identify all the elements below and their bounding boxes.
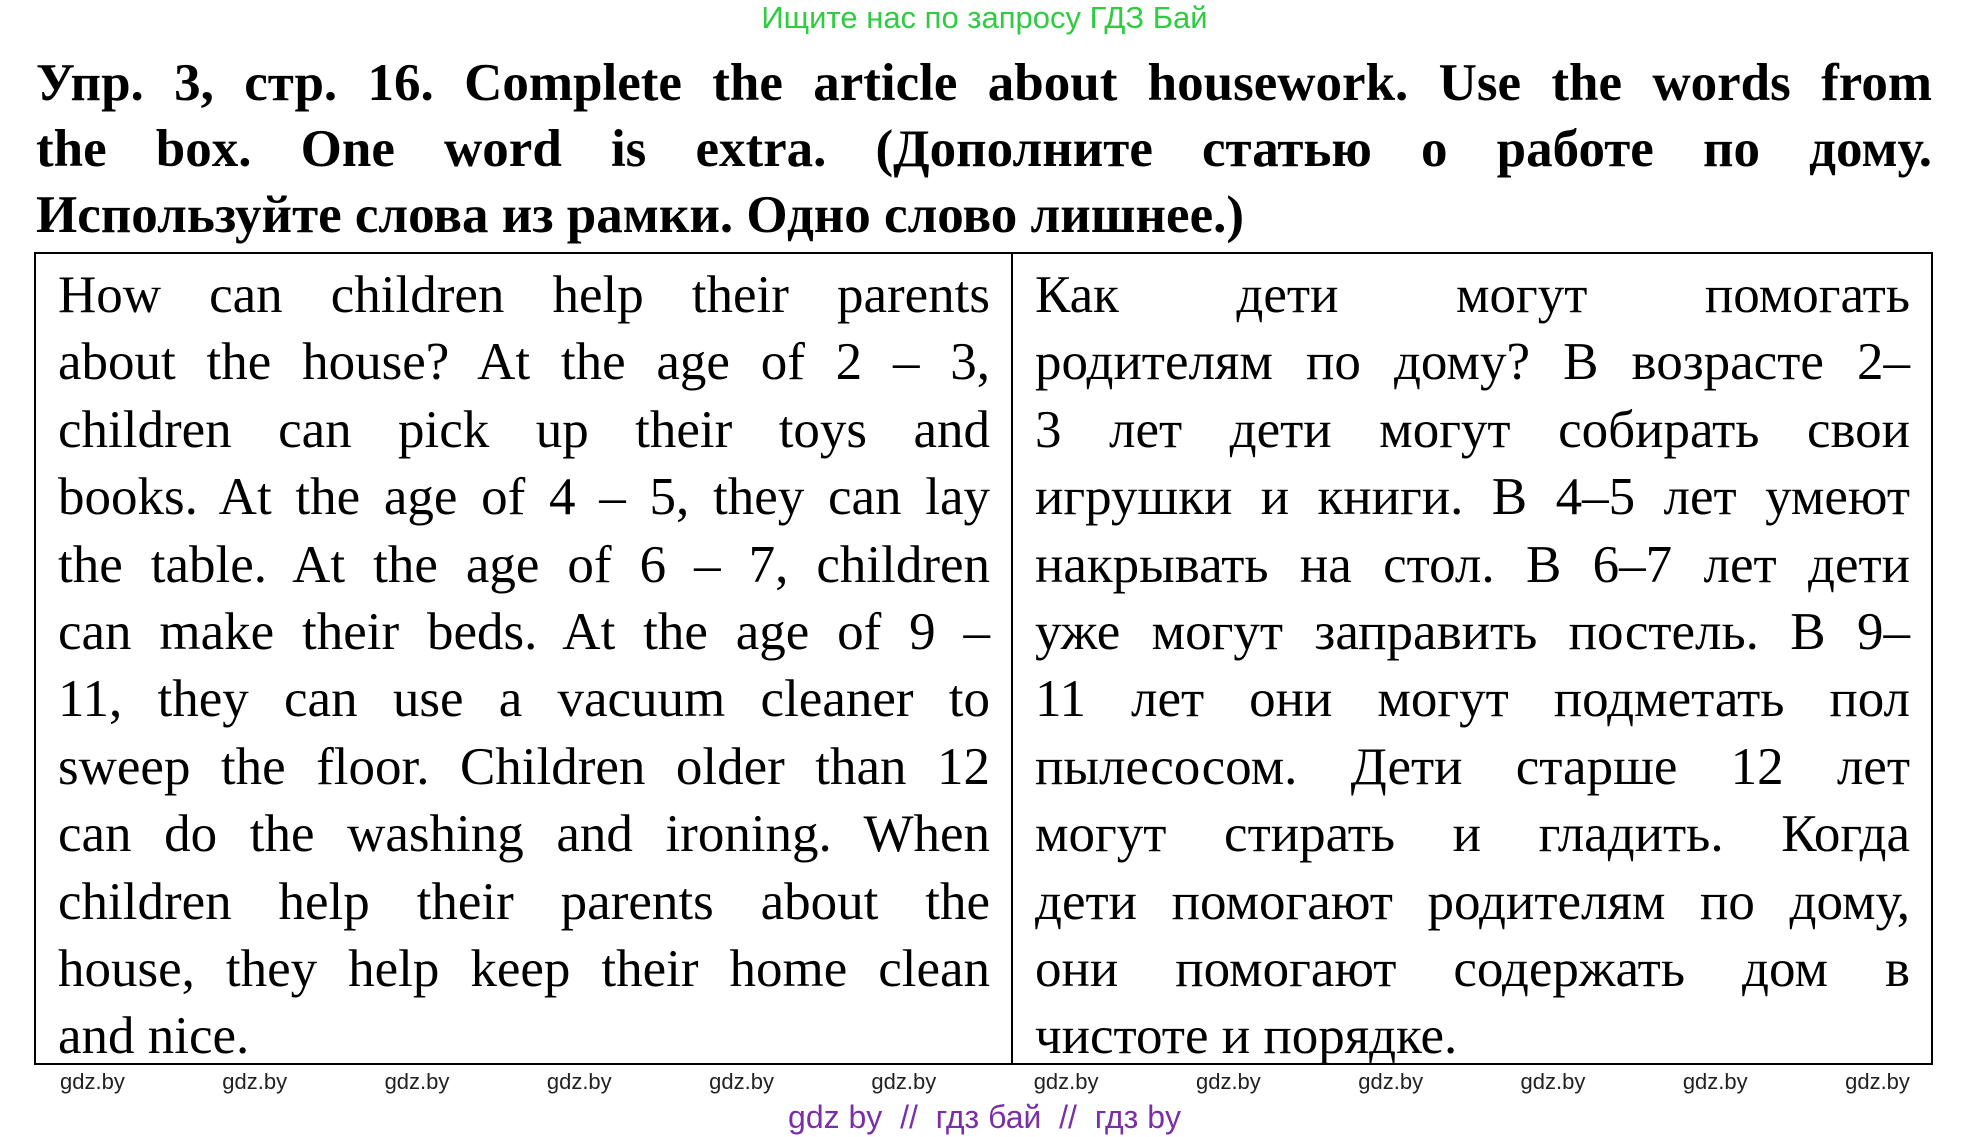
watermark: gdz.by xyxy=(1358,1069,1424,1094)
text-line: 3 лет дети могут собирать свои xyxy=(1035,400,1910,459)
watermark: gdz.by xyxy=(222,1069,288,1094)
watermark: gdz.by xyxy=(1195,1069,1261,1094)
watermark: gdz.by xyxy=(1520,1069,1586,1094)
title-line: Упр. 3, стр. 16. Complete the article about housework. Use the words from xyxy=(36,54,1932,112)
text-line: and nice. xyxy=(58,1007,250,1066)
footer-links: gdz by // гдз бай // гдз by xyxy=(788,1099,1181,1135)
exercise-title xyxy=(36,50,1932,248)
text-line: чистоте и порядке. xyxy=(1035,1007,1458,1066)
text-line: children can pick up their toys and xyxy=(58,400,990,459)
text-line: How can children help their parents xyxy=(58,266,990,324)
text-line: они помогают содержать дом в xyxy=(1035,939,1910,998)
russian-text xyxy=(1035,262,1910,1071)
text-line: Как дети могут помогать xyxy=(1035,266,1910,324)
watermark: gdz.by xyxy=(60,1069,125,1094)
column-divider xyxy=(1011,254,1013,1063)
text-line: sweep the floor. Children older than 12 xyxy=(58,737,990,796)
text-line: 11, they can use a vacuum cleaner to xyxy=(58,670,990,729)
text-line: books. At the age of 4 – 5, they can lay xyxy=(58,468,990,527)
text-line: 11 лет они могут подметать пол xyxy=(1035,670,1910,729)
text-line: can make their beds. At the age of 9 – xyxy=(58,602,990,661)
search-banner: Ищите нас по запросу ГДЗ Бай xyxy=(761,0,1208,35)
text-line: накрывать на стол. В 6–7 лет дети xyxy=(1035,535,1910,594)
text-line: пылесосом. Дети старше 12 лет xyxy=(1035,737,1910,796)
english-text xyxy=(58,262,990,1071)
text-line: about the house? At the age of 2 – 3, xyxy=(58,333,990,392)
title-line: the box. One word is extra. (Дополните статью о работе по дому. xyxy=(36,120,1932,178)
watermark-row xyxy=(60,1068,1910,1096)
title-line: Используйте слова из рамки. Одно слово лишнее.) xyxy=(36,186,1245,244)
text-line: уже могут заправить постель. В 9– xyxy=(1035,602,1910,661)
translation-table xyxy=(34,252,1933,1065)
watermark: gdz.by xyxy=(384,1069,450,1094)
text-line: дети помогают родителям по дому, xyxy=(1035,872,1910,931)
watermark: gdz.by xyxy=(871,1069,937,1094)
watermark: gdz.by xyxy=(1682,1069,1748,1094)
text-line: can do the washing and ironing. When xyxy=(58,805,990,864)
text-line: игрушки и книги. В 4–5 лет умеют xyxy=(1035,468,1910,527)
watermark: gdz.by xyxy=(1845,1069,1910,1094)
text-line: house, they help keep their home clean xyxy=(58,939,990,998)
watermark: gdz.by xyxy=(546,1069,612,1094)
text-line: могут стирать и гладить. Когда xyxy=(1035,805,1910,864)
text-line: children help their parents about the xyxy=(58,872,990,931)
watermark: gdz.by xyxy=(709,1069,774,1094)
watermark: gdz.by xyxy=(1033,1069,1099,1094)
text-line: родителям по дому? В возрасте 2– xyxy=(1035,333,1910,392)
text-line: the table. At the age of 6 – 7, children xyxy=(58,535,990,594)
